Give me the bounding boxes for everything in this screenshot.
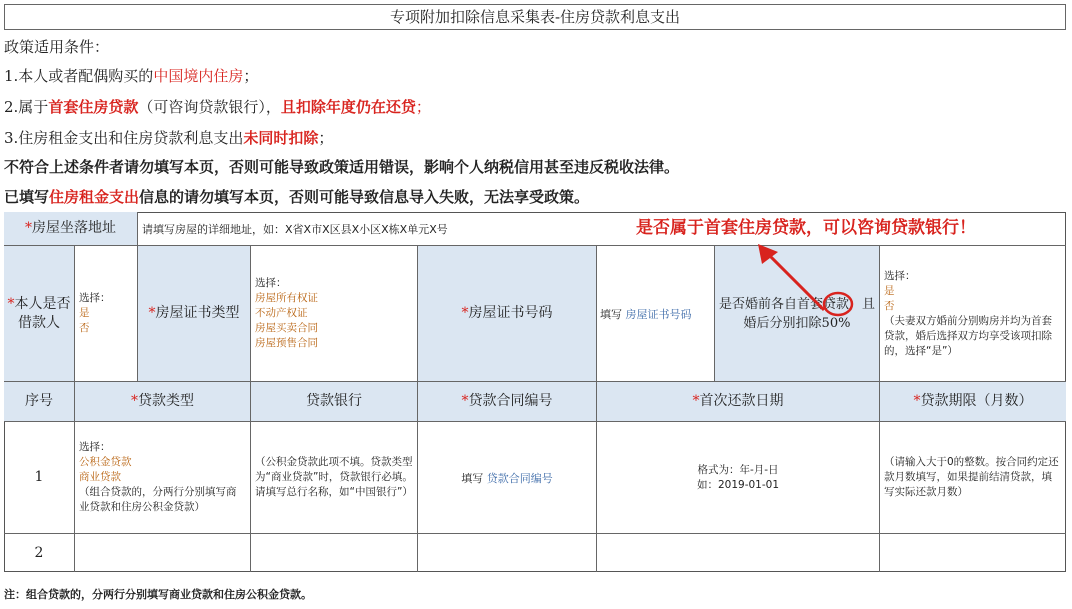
split-deduction-select[interactable]: 选择： 是 否 （夫妻双方婚前分别购房并均为首套贷款，婚后选择双方均享受该项扣除的，选择“是”） — [880, 246, 1066, 382]
row1-seq: 1 — [4, 422, 75, 534]
conditions-heading: 政策适用条件： — [4, 38, 110, 56]
arrow-line — [766, 252, 824, 310]
condition-1: 1.本人或者配偶购买的中国境内住房； — [4, 67, 259, 85]
row1-first-payment[interactable]: 格式为：年-月-日 如：2019-01-01 — [597, 422, 880, 534]
header-bank: 贷款银行 — [251, 382, 418, 422]
row2-first-payment[interactable] — [597, 534, 880, 572]
header-seq: 序号 — [4, 382, 75, 422]
row1-loan-term[interactable]: （请输入大于0的整数。按合同约定还款月数填写，如果提前结清贷款，填写实际还款月数） — [880, 422, 1066, 534]
row2-loan-type[interactable] — [75, 534, 251, 572]
warning-2: 已填写住房租金支出信息的请勿填写本页，否则可能导致信息导入失败，无法享受政策。 — [4, 188, 590, 206]
form-title: 专项附加扣除信息采集表-住房贷款利息支出 — [4, 4, 1066, 30]
condition-2: 2.属于首套住房贷款（可咨询贷款银行），且扣除年度仍在还贷； — [4, 98, 431, 116]
cert-no-input[interactable]: 填写 房屋证书号码 — [597, 246, 715, 382]
row1-loan-type[interactable]: 选择： 公积金贷款 商业贷款 （组合贷款的，分两行分别填写商业贷款和住房公积金贷款） — [75, 422, 251, 534]
header-contract-no: *贷款合同编号 — [418, 382, 597, 422]
footnote: 注：组合贷款的，分两行分别填写商业贷款和住房公积金贷款。 — [4, 588, 312, 601]
cert-type-select[interactable]: 选择： 房屋所有权证 不动产权证 房屋买卖合同 房屋预售合同 — [251, 246, 418, 382]
header-loan-type: *贷款类型 — [75, 382, 251, 422]
cert-type-label: *房屋证书类型 — [138, 246, 251, 382]
condition-3: 3.住房租金支出和住房贷款利息支出未同时扣除； — [4, 129, 334, 147]
option-yes: 是 — [79, 307, 90, 319]
row2-seq: 2 — [4, 534, 75, 572]
header-loan-term: *贷款期限（月数） — [880, 382, 1066, 422]
row1-bank[interactable]: （公积金贷款此项不填。贷款类型为“商业贷款”时，贷款银行必填。请填写总行名称，如“中国银行”） — [251, 422, 418, 534]
header-first-payment: *首次还款日期 — [597, 382, 880, 422]
warning-1: 不符合上述条件者请勿填写本页，否则可能导致政策适用错误，影响个人纳税信用甚至违反税收法律。 — [4, 158, 680, 176]
callout-arrow — [720, 230, 900, 350]
row2-contract-no[interactable] — [418, 534, 597, 572]
first-loan-callout: 是否属于首套住房贷款，可以咨询贷款银行！ — [636, 218, 976, 238]
option-no: 否 — [79, 322, 90, 334]
address-input[interactable]: 请填写房屋的详细地址，如：X省X市X区县X小区X栋X单元X号 — [138, 212, 1066, 246]
row2-loan-term[interactable] — [880, 534, 1066, 572]
borrower-select[interactable]: 选择： 是 否 — [75, 246, 138, 382]
borrower-label: *本人是否借款人 — [4, 246, 75, 382]
row2-bank[interactable] — [251, 534, 418, 572]
split-deduction-label: 是否婚前各自首套贷款，且婚后分别扣除50% — [715, 246, 880, 382]
highlight-circle — [824, 293, 852, 315]
address-label: *房屋坐落地址 — [4, 212, 138, 246]
cert-no-label: *房屋证书号码 — [418, 246, 597, 382]
row1-contract-no[interactable]: 填写 贷款合同编号 — [418, 422, 597, 534]
